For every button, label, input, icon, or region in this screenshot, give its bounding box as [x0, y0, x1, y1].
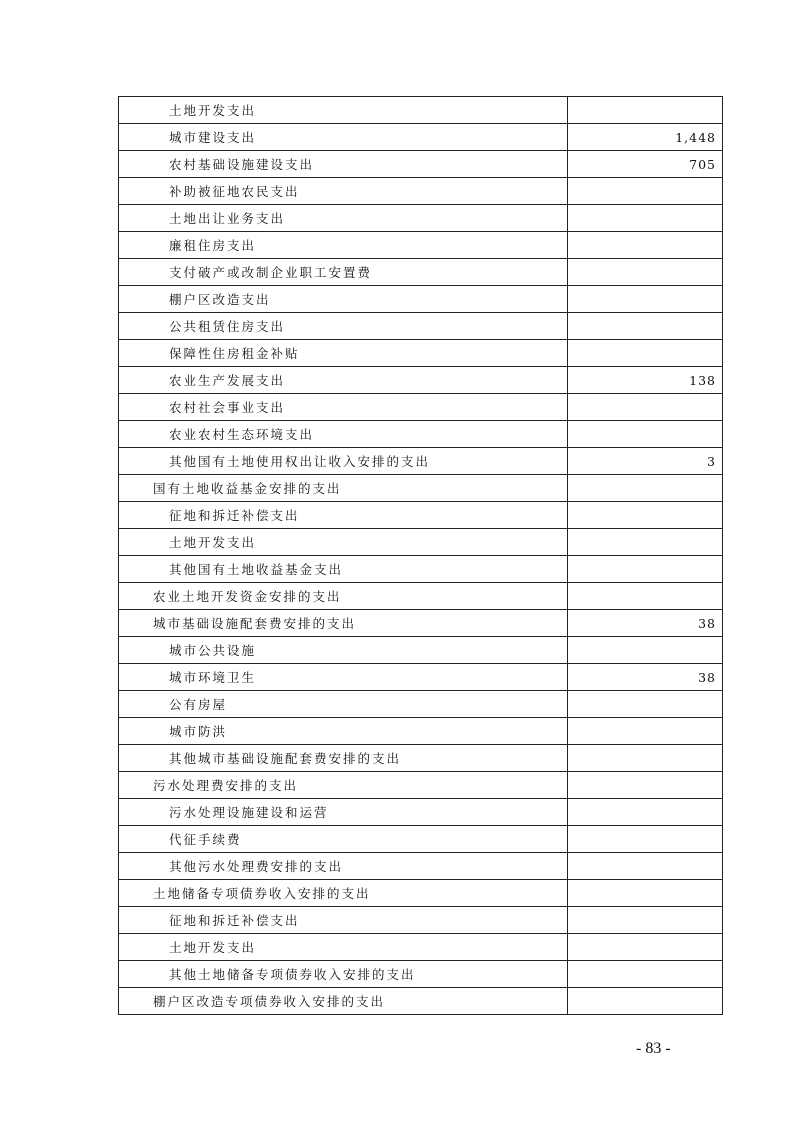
- row-item-name: 城市公共设施: [119, 637, 568, 664]
- row-item-amount: [568, 691, 723, 718]
- row-item-name: 补助被征地农民支出: [119, 178, 568, 205]
- table-row: [119, 421, 723, 448]
- table-row: [119, 286, 723, 313]
- table-row: [119, 394, 723, 421]
- row-item-amount: [568, 421, 723, 448]
- table-row: [119, 259, 723, 286]
- row-item-name: 土地储备专项债券收入安排的支出: [119, 880, 568, 907]
- table-row: [119, 826, 723, 853]
- row-item-amount: [568, 205, 723, 232]
- row-item-name: 污水处理设施建设和运营: [119, 799, 568, 826]
- row-item-name: 土地出让业务支出: [119, 205, 568, 232]
- row-item-amount: [568, 853, 723, 880]
- row-item-amount: 38: [568, 610, 723, 637]
- row-item-amount: [568, 394, 723, 421]
- table-row: [119, 205, 723, 232]
- table-row: [119, 745, 723, 772]
- row-item-name: 城市防洪: [119, 718, 568, 745]
- table-row: [119, 340, 723, 367]
- row-item-amount: 3: [568, 448, 723, 475]
- table-row: [119, 367, 723, 394]
- table-row: [119, 610, 723, 637]
- row-item-name: 国有土地收益基金安排的支出: [119, 475, 568, 502]
- row-item-name: 土地开发支出: [119, 529, 568, 556]
- table-row: [119, 448, 723, 475]
- row-item-name: 棚户区改造专项债券收入安排的支出: [119, 988, 568, 1015]
- row-item-amount: 38: [568, 664, 723, 691]
- table-row: [119, 799, 723, 826]
- table-row: [119, 151, 723, 178]
- table-body: [119, 97, 723, 1015]
- table-row: [119, 313, 723, 340]
- row-item-amount: [568, 772, 723, 799]
- row-item-name: 土地开发支出: [119, 97, 568, 124]
- row-item-amount: [568, 961, 723, 988]
- table-row: [119, 583, 723, 610]
- row-item-amount: [568, 556, 723, 583]
- table-row: [119, 853, 723, 880]
- table-row: [119, 475, 723, 502]
- row-item-name: 城市基础设施配套费安排的支出: [119, 610, 568, 637]
- table-row: [119, 556, 723, 583]
- row-item-name: 农业土地开发资金安排的支出: [119, 583, 568, 610]
- row-item-amount: [568, 799, 723, 826]
- row-item-name: 棚户区改造支出: [119, 286, 568, 313]
- row-item-amount: [568, 529, 723, 556]
- row-item-amount: [568, 745, 723, 772]
- row-item-name: 城市环境卫生: [119, 664, 568, 691]
- table-row: [119, 961, 723, 988]
- row-item-amount: [568, 502, 723, 529]
- row-item-name: 征地和拆迁补偿支出: [119, 907, 568, 934]
- row-item-name: 支付破产或改制企业职工安置费: [119, 259, 568, 286]
- row-item-amount: [568, 880, 723, 907]
- row-item-amount: [568, 178, 723, 205]
- row-item-name: 廉租住房支出: [119, 232, 568, 259]
- row-item-name: 农业农村生态环境支出: [119, 421, 568, 448]
- row-item-name: 污水处理费安排的支出: [119, 772, 568, 799]
- row-item-amount: [568, 259, 723, 286]
- row-item-amount: [568, 718, 723, 745]
- row-item-amount: [568, 907, 723, 934]
- row-item-amount: [568, 286, 723, 313]
- table-row: [119, 664, 723, 691]
- row-item-amount: [568, 583, 723, 610]
- row-item-amount: 1,448: [568, 124, 723, 151]
- table-row: [119, 232, 723, 259]
- row-item-amount: [568, 232, 723, 259]
- row-item-name: 其他城市基础设施配套费安排的支出: [119, 745, 568, 772]
- row-item-name: 土地开发支出: [119, 934, 568, 961]
- table-row: [119, 691, 723, 718]
- row-item-name: 城市建设支出: [119, 124, 568, 151]
- table-row: [119, 934, 723, 961]
- table-row: [119, 907, 723, 934]
- row-item-name: 代征手续费: [119, 826, 568, 853]
- row-item-amount: [568, 340, 723, 367]
- row-item-amount: [568, 988, 723, 1015]
- row-item-name: 其他土地储备专项债券收入安排的支出: [119, 961, 568, 988]
- row-item-amount: [568, 97, 723, 124]
- table-row: [119, 502, 723, 529]
- row-item-name: 公有房屋: [119, 691, 568, 718]
- row-item-amount: [568, 475, 723, 502]
- row-item-amount: [568, 934, 723, 961]
- row-item-name: 征地和拆迁补偿支出: [119, 502, 568, 529]
- page-number: - 83 -: [636, 1040, 671, 1057]
- row-item-name: 农村社会事业支出: [119, 394, 568, 421]
- row-item-amount: [568, 313, 723, 340]
- table-row: [119, 124, 723, 151]
- row-item-name: 保障性住房租金补贴: [119, 340, 568, 367]
- budget-expenditure-table: [118, 96, 723, 1015]
- table-row: [119, 718, 723, 745]
- table-row: [119, 772, 723, 799]
- table-row: [119, 178, 723, 205]
- row-item-amount: [568, 637, 723, 664]
- row-item-name: 其他国有土地收益基金支出: [119, 556, 568, 583]
- table-row: [119, 97, 723, 124]
- row-item-name: 农业生产发展支出: [119, 367, 568, 394]
- table-row: [119, 988, 723, 1015]
- row-item-name: 农村基础设施建设支出: [119, 151, 568, 178]
- row-item-name: 公共租赁住房支出: [119, 313, 568, 340]
- row-item-amount: [568, 826, 723, 853]
- row-item-amount: 138: [568, 367, 723, 394]
- row-item-amount: 705: [568, 151, 723, 178]
- row-item-name: 其他污水处理费安排的支出: [119, 853, 568, 880]
- table-row: [119, 880, 723, 907]
- table-row: [119, 529, 723, 556]
- table-row: [119, 637, 723, 664]
- row-item-name: 其他国有土地使用权出让收入安排的支出: [119, 448, 568, 475]
